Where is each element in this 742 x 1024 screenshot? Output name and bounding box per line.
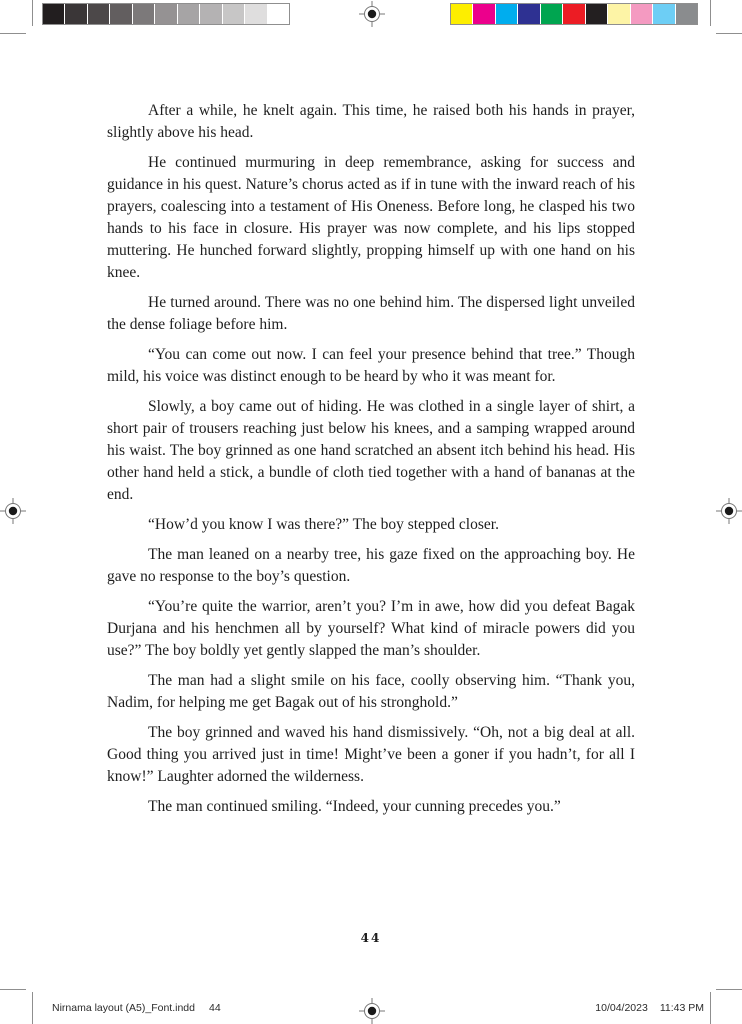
crop-mark-top-right-vertical	[710, 0, 711, 26]
calibration-swatch	[586, 4, 607, 24]
slug-page-ref: 44	[209, 1002, 221, 1014]
body-paragraph: He continued murmuring in deep remembrance, asking for success and guidance in his quest. Nature’s chorus acted as if in tune with the inward reach of his prayers, coalescing into a testament of His Oneness. Before long, he clasped his two hands to his face in closure. His prayer was now complete, and his lips stopped muttering. He hunched forward slightly, propping himself up with one hand on his knee.	[107, 154, 635, 281]
body-paragraph: Slowly, a boy came out of hiding. He was clothed in a single layer of shirt, a short pair of trousers reaching just below his knees, and a samping wrapped around his waist. The boy grinned as one hand scratched an absent itch behind his head. His other hand held a stick, a bundle of cloth tied together with a hand of bananas at the end.	[107, 398, 635, 503]
calibration-swatch	[43, 4, 64, 24]
calibration-swatch	[178, 4, 199, 24]
slug-filename	[52, 1002, 221, 1014]
calibration-swatch	[88, 4, 109, 24]
calibration-swatch	[200, 4, 221, 24]
body-paragraph: The boy grinned and waved his hand dismissively. “Oh, not a big deal at all. Good thing you arrived just in time! Might’ve been a goner if you hadn’t, for all I know!” Laughter adorned the wilderness.	[107, 724, 635, 785]
calibration-swatch	[676, 4, 697, 24]
color-calibration-bar	[450, 3, 698, 25]
registration-mark-left-icon	[0, 498, 26, 524]
body-paragraph: The man had a slight smile on his face, coolly observing him. “Thank you, Nadim, for helping me get Bagak out of his stronghold.”	[107, 672, 635, 711]
registration-mark-right-icon	[716, 498, 742, 524]
slug-datetime	[595, 1002, 704, 1014]
body-paragraph: “You’re quite the warrior, aren’t you? I’m in awe, how did you defeat Bagak Durjana and his henchmen all by yourself? What kind of miracle powers did you use?” The boy boldly yet gently slapped the man’s shoulder.	[107, 598, 635, 659]
calibration-swatch	[110, 4, 131, 24]
calibration-swatch	[496, 4, 517, 24]
calibration-swatch	[155, 4, 176, 24]
body-paragraph: After a while, he knelt again. This time, he raised both his hands in prayer, slightly above his head.	[107, 102, 635, 141]
calibration-swatch	[65, 4, 86, 24]
crop-mark-bottom-right-vertical	[710, 992, 711, 1024]
body-paragraph: The man leaned on a nearby tree, his gaze fixed on the approaching boy. He gave no response to the boy’s question.	[107, 546, 635, 585]
calibration-swatch	[473, 4, 494, 24]
crop-mark-top-left-vertical	[32, 0, 33, 26]
crop-mark-bottom-right-horizontal	[716, 989, 742, 990]
body-paragraph: “How’d you know I was there?” The boy stepped closer.	[148, 516, 499, 533]
page-number: 44	[360, 931, 382, 945]
grayscale-calibration-bar	[42, 3, 290, 25]
body-paragraph: “You can come out now. I can feel your presence behind that tree.” Though mild, his voice was distinct enough to be heard by who it was meant for.	[107, 346, 635, 385]
calibration-swatch	[518, 4, 539, 24]
calibration-swatch	[563, 4, 584, 24]
slug-filename-text: Nirnama layout (A5)_Font.indd	[52, 1002, 195, 1014]
crop-mark-top-left-horizontal	[0, 33, 26, 34]
calibration-swatch	[223, 4, 244, 24]
crop-mark-top-right-horizontal	[716, 33, 742, 34]
calibration-swatch	[541, 4, 562, 24]
registration-mark-bottom-icon	[359, 998, 385, 1024]
crop-mark-bottom-left-horizontal	[0, 989, 26, 990]
body-paragraph: He turned around. There was no one behind him. The dispersed light unveiled the dense foliage before him.	[107, 294, 635, 333]
calibration-swatch	[268, 4, 289, 24]
calibration-swatch	[245, 4, 266, 24]
calibration-swatch	[451, 4, 472, 24]
slug-date: 10/04/2023	[595, 1002, 648, 1014]
registration-mark-top-icon	[359, 1, 385, 27]
body-paragraph: The man continued smiling. “Indeed, your cunning precedes you.”	[148, 798, 561, 815]
calibration-swatch	[133, 4, 154, 24]
body-text-block	[107, 100, 635, 826]
calibration-swatch	[653, 4, 674, 24]
calibration-swatch	[608, 4, 629, 24]
crop-mark-bottom-left-vertical	[32, 992, 33, 1024]
calibration-swatch	[631, 4, 652, 24]
slug-time: 11:43 PM	[659, 1002, 704, 1014]
